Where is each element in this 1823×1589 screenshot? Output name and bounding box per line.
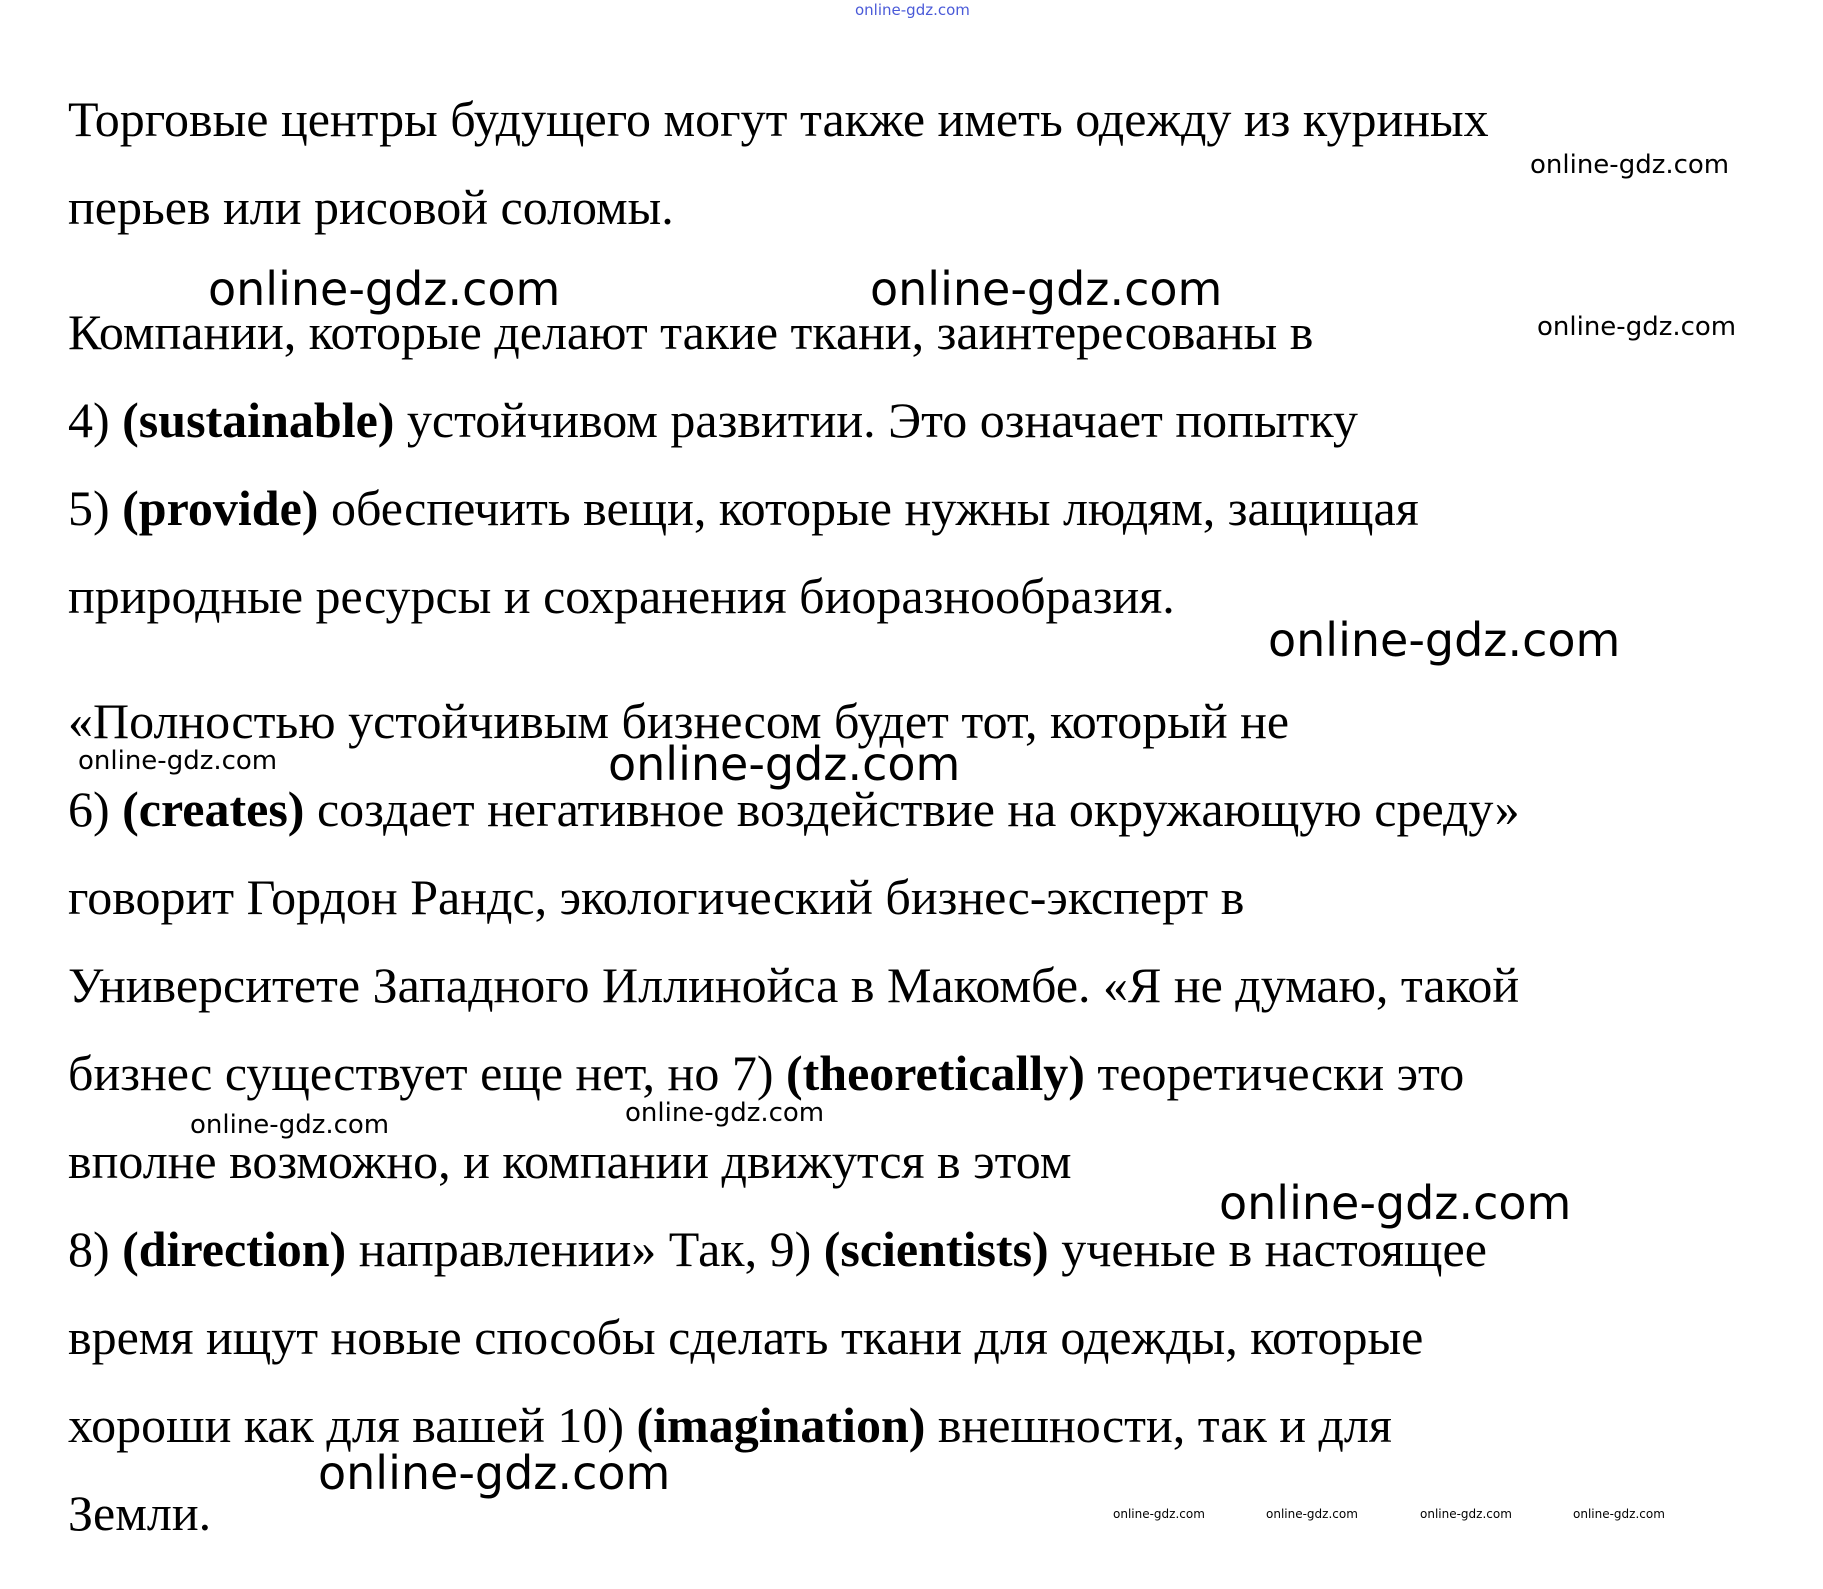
- text-line-7: «Полностью устойчивым бизнесом будет тот, который не: [68, 693, 1290, 749]
- watermark: online-gdz.com: [190, 1110, 390, 1140]
- watermark: online-gdz.com: [608, 737, 961, 791]
- watermark: online-gdz.com: [1219, 1176, 1572, 1230]
- answer-creates: (creates): [122, 781, 305, 837]
- text-line-9: говорит Гордон Рандс, экологический бизнес-эксперт в: [68, 869, 1245, 925]
- text-line-11: [68, 1043, 1464, 1103]
- text-line-5: [68, 478, 1419, 538]
- line-11-start: бизнес существует еще нет, но 7): [68, 1045, 786, 1101]
- watermark: online-gdz.com: [870, 262, 1223, 316]
- text-line-3: Компании, которые делают такие ткани, заинтересованы в: [68, 304, 1314, 360]
- answer-scientists: (scientists): [823, 1221, 1049, 1277]
- watermark: online-gdz.com: [78, 746, 278, 776]
- text-line-16: Земли.: [68, 1485, 212, 1541]
- text-line-15: [68, 1395, 1392, 1455]
- text-line-2: перьев или рисовой соломы.: [68, 179, 674, 235]
- line-13-middle: направлении» Так, 9): [346, 1221, 824, 1277]
- line-13-rest: ученые в настоящее: [1048, 1221, 1487, 1277]
- line-8-rest: создает негативное воздействие на окружающую среду»: [304, 781, 1520, 837]
- watermark: online-gdz.com: [1266, 1507, 1358, 1521]
- watermark: online-gdz.com: [625, 1098, 825, 1128]
- line-4-rest: устойчивом развитии. Это означает попытку: [394, 392, 1358, 448]
- text-line-1: Торговые центры будущего могут также иметь одежду из куриных: [68, 91, 1489, 147]
- line-15-start: хороши как для вашей 10): [68, 1397, 637, 1453]
- text-line-14: время ищут новые способы сделать ткани для одежды, которые: [68, 1309, 1424, 1365]
- answer-sustainable: (sustainable): [122, 392, 395, 448]
- item-number-5: 5): [68, 480, 123, 536]
- watermark: online-gdz.com: [1530, 150, 1730, 180]
- watermark: online-gdz.com: [1268, 613, 1621, 667]
- answer-provide: (provide): [122, 480, 319, 536]
- watermark: online-gdz.com: [208, 262, 561, 316]
- item-number-8: 8): [68, 1221, 123, 1277]
- item-number-4: 4): [68, 392, 123, 448]
- answer-theoretically: (theoretically): [785, 1045, 1085, 1101]
- item-number-6: 6): [68, 781, 123, 837]
- watermark: online-gdz.com: [1537, 312, 1737, 342]
- text-line-4: [68, 390, 1358, 450]
- line-15-rest: внешности, так и для: [925, 1397, 1392, 1453]
- answer-imagination: (imagination): [636, 1397, 926, 1453]
- watermark: online-gdz.com: [1113, 1507, 1205, 1521]
- watermark-top: online-gdz.com: [855, 1, 970, 19]
- watermark: online-gdz.com: [1420, 1507, 1512, 1521]
- line-11-rest: теоретически это: [1084, 1045, 1465, 1101]
- watermark: online-gdz.com: [318, 1446, 671, 1500]
- answer-direction: (direction): [122, 1221, 347, 1277]
- text-line-6: природные ресурсы и сохранения биоразнообразия.: [68, 568, 1175, 624]
- text-line-10: Университете Западного Иллинойса в Макомбе. «Я не думаю, такой: [68, 957, 1520, 1013]
- watermark: online-gdz.com: [1573, 1507, 1665, 1521]
- line-5-rest: обеспечить вещи, которые нужны людям, защищая: [318, 480, 1419, 536]
- text-line-12: вполне возможно, и компании движутся в этом: [68, 1133, 1072, 1189]
